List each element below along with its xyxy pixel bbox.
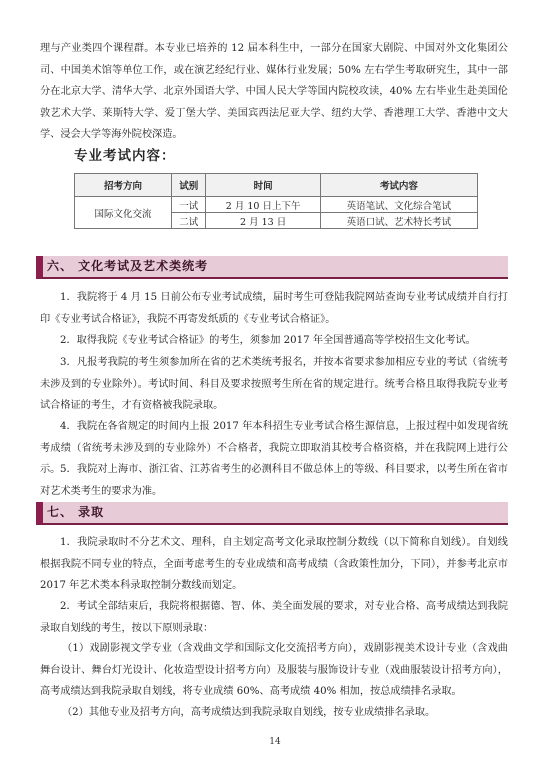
direction-cell: 国际文化交流: [75, 197, 172, 229]
header-time: 时间: [206, 174, 320, 197]
section-6-paragraph: 5．我院对上海市、浙江省、江苏省考生的必测科目不做总体上的等级、科目要求，以考生所在省市对艺术类考生的要求为准。: [40, 464, 508, 497]
time-cell: 2 月 13 日: [206, 213, 320, 229]
exam-schedule-table: [74, 173, 478, 229]
section-7-paragraph: 1．我院录取时不分艺术文、理科，自主划定高考文化录取控制分数线（以下简称自划线）。自划线根据我院不同专业的特点，全面考虑考生的专业成绩和高考成绩（含政策性加分，下同），并参考北京市 2017 年艺术类本科录取控制分数线而划定。: [40, 537, 508, 591]
intro-paragraph: 理与产业类四个课程群。本专业已培养的 12 届本科生中，一部分在国家大剧院、中国对外文化集团公司、中国美术馆等单位工作，或在演艺经纪行业、媒体行业发展；50% 左右学生考取研究生，其中一部分在北京大学、清华大学、北京外国语大学、中国人民大学等国内院校攻读，40% 左右毕业生赴美国伦敦艺术大学、莱斯特大学、爱丁堡大学、美国宾西法尼亚大学、纽约大学、香港理工大学、香港中文大学、浸会大学等海外院校深造。: [40, 43, 508, 140]
section-6-paragraph: 3．凡报考我院的考生须参加所在省的艺术类统考报名，并按本省要求参加相应专业的考试（省统考未涉及到的专业除外）。考试时间、科目及要求按照考生所在省的规定进行。统考合格且取得我院专业考试合格证的考生，才有资格被我院录取。: [40, 357, 508, 411]
header-round: 试别: [172, 174, 206, 197]
content-cell: 英语笔试、文化综合笔试: [320, 197, 477, 213]
section-6-paragraph: 2．取得我院《专业考试合格证》的考生，须参加 2017 年全国普通高等学校招生文化考试。: [60, 335, 476, 346]
content-cell: 英语口试、艺术特长考试: [320, 213, 477, 229]
section-6-paragraph: 4．我院在各省规定的时间内上报 2017 年本科招生专业考试合格生源信息，上报过程中如发现省统考成绩（省统考未涉及到的专业除外）不合格者，我院立即取消其校考合格资格，并在我院网上进行公示。: [40, 421, 508, 475]
section-7-title: 七、 录取: [36, 502, 508, 525]
exam-content-heading: 专业考试内容：: [74, 148, 176, 164]
time-cell: 2 月 10 日上下午: [206, 197, 320, 213]
table-row: [75, 197, 478, 213]
section-6-paragraph: 1．我院将于 4 月 15 日前公布专业考试成绩，届时考生可登陆我院网站查询专业考试成绩并自行打印《专业考试合格证》，我院不再寄发纸质的《专业考试合格证》。: [40, 292, 508, 325]
round-cell: 二试: [172, 213, 206, 229]
section-7-paragraph: （2）其他专业及招考方向，高考成绩达到我院录取自划线，按专业成绩排名录取。: [62, 707, 436, 718]
header-content: 考试内容: [320, 174, 477, 197]
section-7-paragraph: （1）戏剧影视文学专业（含戏曲文学和国际文化交流招考方向），戏剧影视美术设计专业（含戏曲舞台设计、舞台灯光设计、化妆造型设计招考方向）及服装与服饰设计专业（戏曲服装设计招考方向），高考成绩达到我院录取自划线，将专业成绩 60%、高考成绩 40% 相加，按总成绩排名录取。: [40, 643, 508, 697]
round-cell: 一试: [172, 197, 206, 213]
section-6-title: 六、 文化考试及艺术类统考: [36, 256, 508, 279]
page-number: 14: [269, 737, 281, 747]
header-direction: 招考方向: [75, 174, 172, 197]
table-header-row: [75, 174, 478, 197]
section-7-paragraph: 2．考试全部结束后，我院将根据德、智、体、美全面发展的要求，对专业合格、高考成绩达到我院录取自划线的考生，按以下原则录取：: [40, 601, 508, 634]
